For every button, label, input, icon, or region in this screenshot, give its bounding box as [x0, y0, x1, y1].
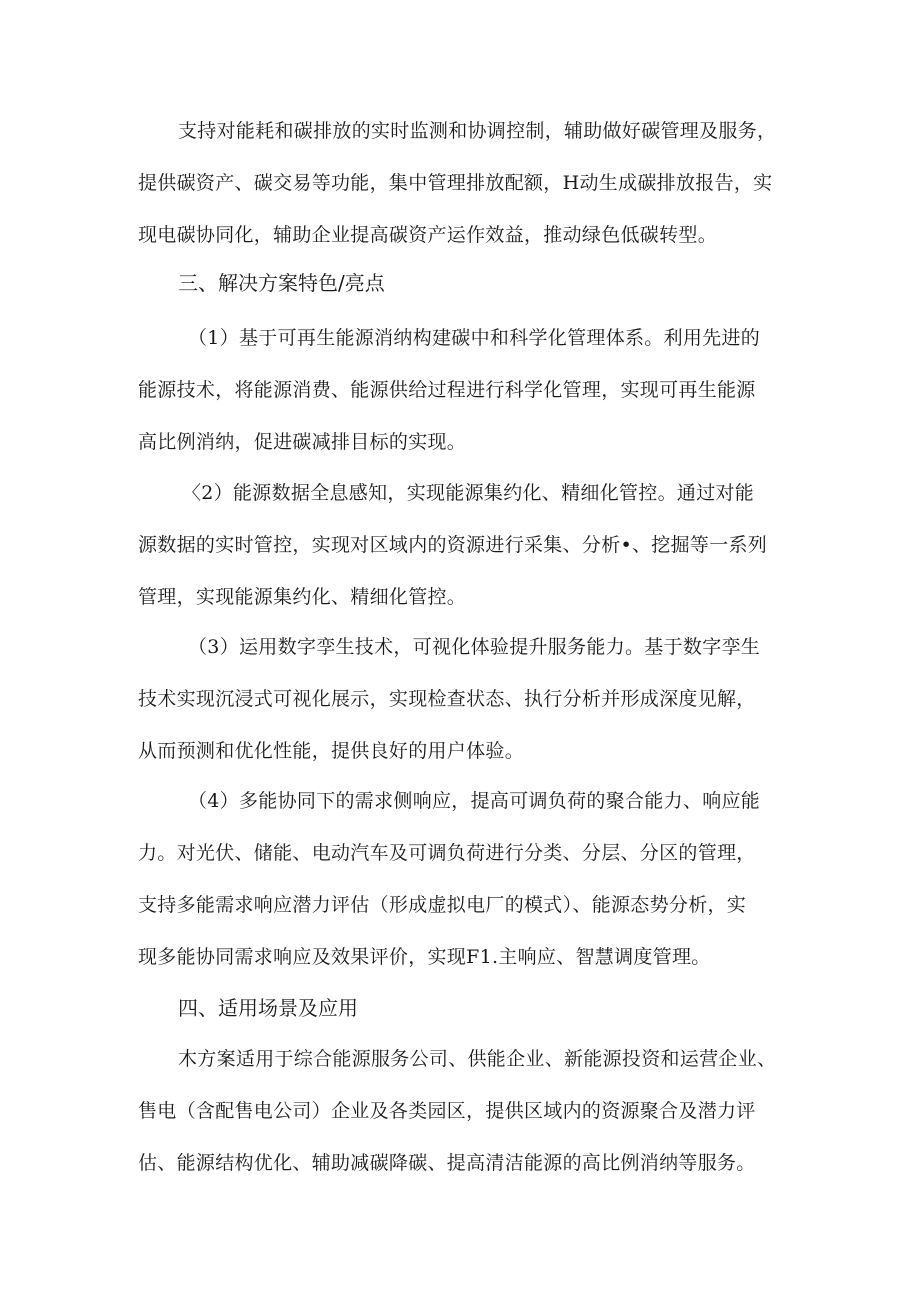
text-line: 技术实现沉浸式可视化展示，实现检查状态、执行分析并形成深度见解，	[138, 688, 756, 710]
section-4-heading: 四、适用场景及应用	[178, 996, 358, 1020]
text-line: （3）运用数字孪生技术，可视化体验提升服务能力。基于数字孪生	[188, 636, 761, 658]
text-line: 现电碳协同化，辅助企业提高碳资产运作效益，推动绿色低碳转型。	[138, 224, 718, 246]
text-line: 源数据的实时管控，实现对区域内的资源进行采集、分析•、挖掘等一系列	[138, 534, 768, 556]
text-line: 提供碳资产、碳交易等功能，集中管理排放配额，H动生成碳排放报告，实	[138, 172, 773, 194]
text-line: 管理，实现能源集约化、精细化管控。	[138, 586, 467, 608]
text-line: 估、能源结构优化、辅助减碳降碳、提高清洁能源的高比例消纳等服务。	[138, 1152, 756, 1174]
text-line: 售电（含配售电公司）企业及各类园区，提供区域内的资源聚合及潜力评	[138, 1100, 756, 1122]
section-3-item-2	[138, 467, 788, 623]
section-3-item-4	[138, 775, 788, 983]
section-3-item-1	[138, 312, 788, 468]
text-line: 能源技术，将能源消费、能源供给过程进行科学化管理，实现可再生能源	[138, 379, 756, 401]
text-line: 支持多能需求响应潜力评估（形成虚拟电厂的模式）、能源态势分析，实	[138, 894, 747, 916]
text-line: 现多能协同需求响应及效果评价，实现F1.主响应、智慧调度管理。	[138, 946, 711, 968]
intro-paragraph	[138, 105, 788, 261]
text-line: 支持对能耗和碳排放的实时监测和协调控制，辅助做好碳管理及服务，	[178, 120, 777, 142]
section-4-paragraph	[138, 1033, 788, 1189]
section-3-heading: 三、解决方案特色/亮点	[178, 271, 385, 295]
text-line: 木方案适用于综合能源服务公司、供能企业、新能源投资和运营企业、	[178, 1048, 777, 1070]
text-line: （1）基于可再生能源消纳构建碳中和科学化管理体系。利用先进的	[188, 327, 761, 349]
text-line: 力。对光伏、储能、电动汽车及可调负荷进行分类、分层、分区的管理，	[138, 842, 756, 864]
text-line: 从而预测和优化性能，提供良好的用户体验。	[138, 740, 525, 762]
text-line: 〈2）能源数据全息感知，实现能源集约化、精细化管控。通过对能	[182, 482, 755, 504]
text-line: （4）多能协同下的需求侧响应，提高可调负荷的聚合能力、响应能	[188, 790, 761, 812]
section-3-item-3	[138, 621, 788, 777]
text-line: 高比例消纳，促进碳减排目标的实现。	[138, 431, 467, 453]
